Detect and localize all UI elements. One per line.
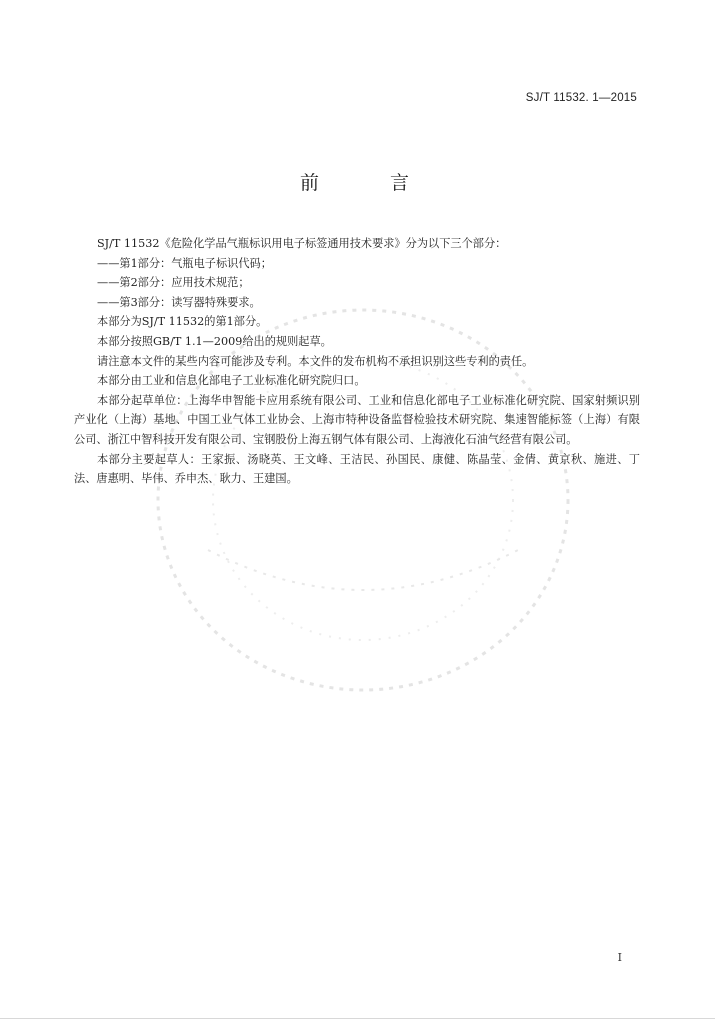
paragraph-part-1: ——第1部分：气瓶电子标识代码； xyxy=(97,256,272,270)
paragraph-scope: 本部分为SJ/T 11532的第1部分。 xyxy=(97,315,268,329)
document-body xyxy=(74,234,640,489)
standard-number: SJ/T 11532. 1—2015 xyxy=(525,92,637,104)
paragraph-intro: SJ/T 11532《危险化学品气瓶标识用电子标签通用技术要求》分为以下三个部分： xyxy=(97,237,507,250)
paragraph-drafting-units: 本部分起草单位：上海华申智能卡应用系统有限公司、工业和信息化部电子工业标准化研究院、国家射频识别产业化（上海）基地、中国工业气体工业协会、上海市特种设备监督检验技术研究院、集速智能标签（上海）有限公司、浙江中智科技开发有限公司、宝钢股份上海五钢气体有限公司、上海液化石油气经营有限公司。 xyxy=(74,393,640,446)
paragraph-drafters: 本部分主要起草人：王家振、汤晓英、王文峰、王洁民、孙国民、康健、陈晶莹、金倩、黄京秋、施进、丁法、唐惠明、毕伟、乔申杰、耿力、王建国。 xyxy=(74,452,640,486)
page-title: 前 言 xyxy=(299,172,435,194)
paragraph-drafting-rules: 本部分按照GB/T 1.1—2009给出的规则起草。 xyxy=(97,334,332,348)
paragraph-patent-notice: 请注意本文件的某些内容可能涉及专利。本文件的发布机构不承担识别这些专利的责任。 xyxy=(97,354,534,368)
paragraph-part-2: ——第2部分：应用技术规范； xyxy=(97,276,250,290)
paragraph-part-3: ——第3部分：读写器特殊要求。 xyxy=(97,295,261,309)
paragraph-responsible-org: 本部分由工业和信息化部电子工业标准化研究院归口。 xyxy=(97,374,366,388)
page-number: I xyxy=(617,951,622,964)
page-bottom-rule xyxy=(0,1018,715,1019)
